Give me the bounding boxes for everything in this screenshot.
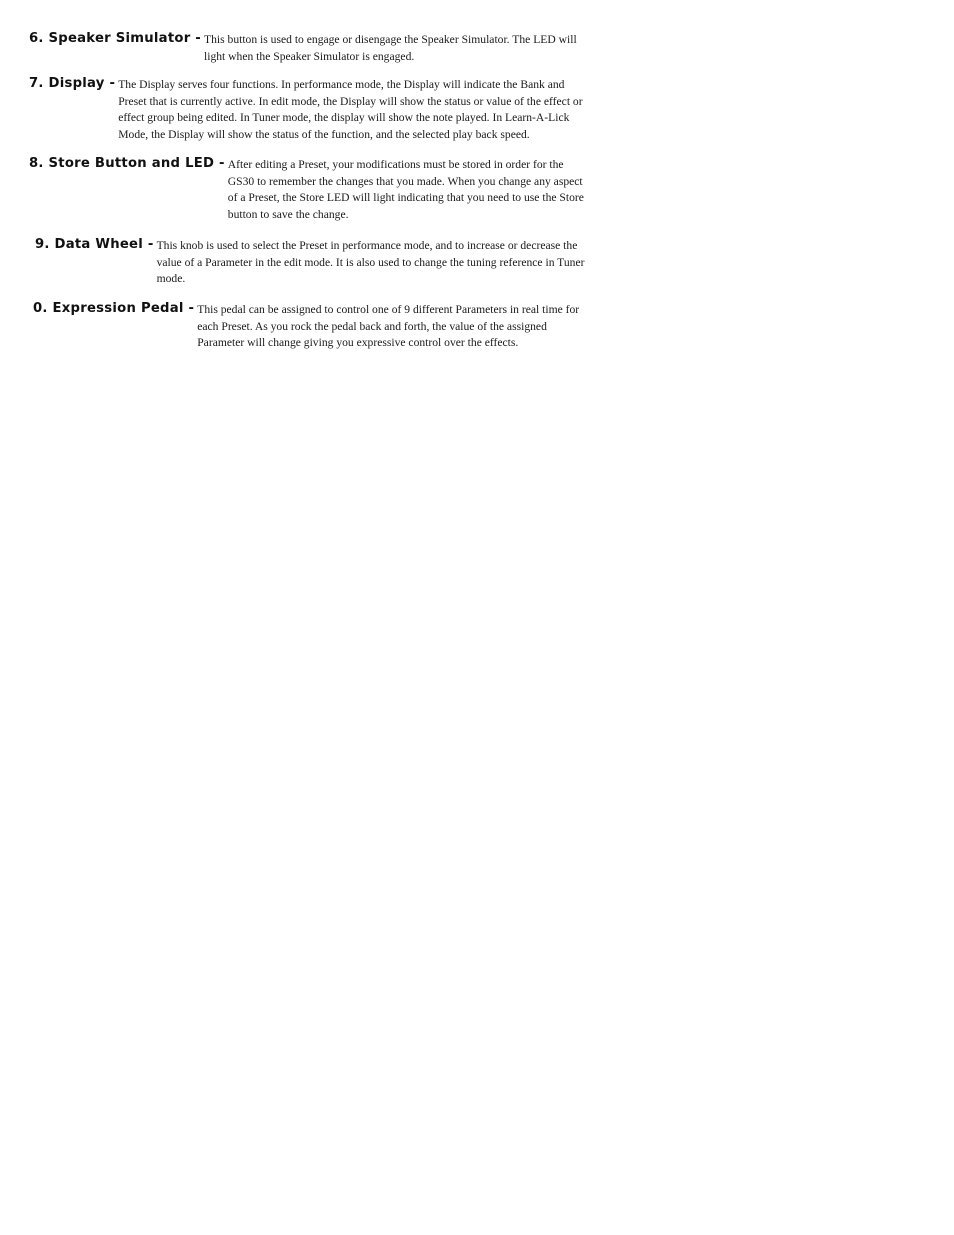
- entry-description: This button is used to engage or disengage the Speaker Simulator. The LED will light when the Speaker Simulator is engaged.: [204, 33, 577, 63]
- entry-term: 0. Expression Pedal -: [33, 301, 195, 316]
- entry-term: 7. Display -: [29, 76, 116, 91]
- entry-store-button-and-led: [29, 156, 589, 223]
- entry-term: 9. Data Wheel -: [35, 237, 154, 252]
- entry-description: This pedal can be assigned to control one of 9 different Parameters in real time for each Preset. As you rock the pedal back and forth, the value of the assigned Parameter will change giving you expressive control over the effects.: [197, 303, 580, 350]
- entry-description: This knob is used to select the Preset in performance mode, and to increase or decrease the value of a Parameter in the edit mode. It is also used to change the tuning reference in Tuner mode.: [156, 239, 585, 286]
- entry-term: 6. Speaker Simulator -: [29, 31, 202, 46]
- entry-display: [29, 76, 589, 143]
- entry-description: After editing a Preset, your modifications must be stored in order for the GS30 to remember the changes that you made. When you change any aspect of a Preset, the Store LED will light indicating that you need to use the Store button to save the change.: [227, 158, 584, 221]
- entry-description: The Display serves four functions. In performance mode, the Display will indicate the Bank and Preset that is currently active. In edit mode, the Display will show the status or value of the effect or effect group being edited. In Tuner mode, the display will show the note played. In Learn-A-Lick Mode, the Display will show the status of the function, and the selected play back speed.: [118, 78, 583, 141]
- entry-data-wheel: [35, 237, 595, 288]
- entry-expression-pedal: [33, 301, 593, 352]
- entry-term: 8. Store Button and LED -: [29, 156, 225, 171]
- entry-speaker-simulator: [29, 31, 589, 65]
